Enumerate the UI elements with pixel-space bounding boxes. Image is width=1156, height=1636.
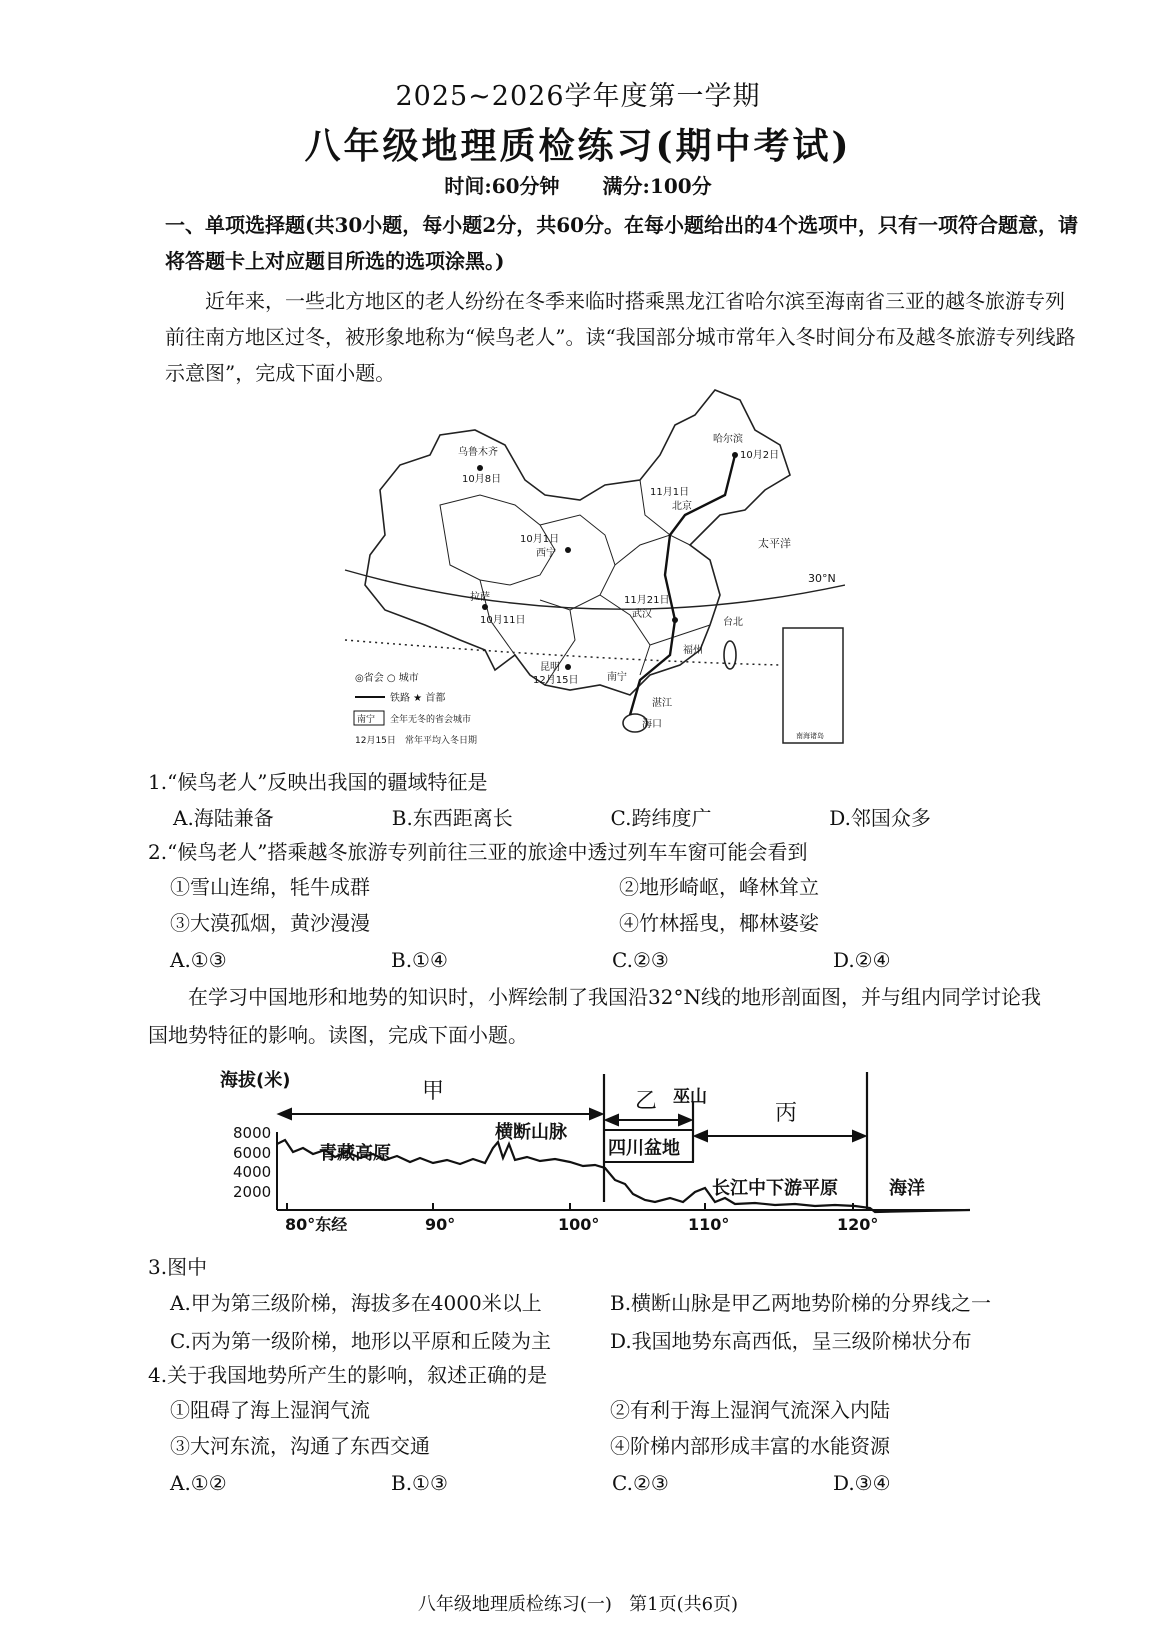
q2-option-d[interactable]: D.②④ <box>833 948 891 972</box>
q2-option-c[interactable]: C.②③ <box>612 948 669 972</box>
question-3-stem: 3.图中 <box>148 1255 208 1279</box>
legend-date-desc: 常年平均入冬日期 <box>405 736 478 746</box>
map-label-date-xining: 10月1日 <box>520 534 560 545</box>
q1-option-a[interactable]: A.海陆兼备 <box>173 806 274 830</box>
page-footer: 八年级地理质检练习(一) 第1页(共6页) <box>417 1594 739 1615</box>
question-2-items-row-1 <box>148 869 1068 905</box>
profile-xtick-100: 100° <box>558 1215 600 1234</box>
q1-option-c[interactable]: C.跨纬度广 <box>610 806 712 830</box>
school-year: 2025~2026学年度第一学期 <box>395 81 761 112</box>
profile-ytick-6000: 6000 <box>233 1144 272 1162</box>
question-2 <box>148 835 1068 979</box>
map-label-taipei: 台北 <box>723 617 743 628</box>
q4-item-2: ②有利于海上湿润气流深入内陆 <box>610 1398 890 1422</box>
map-label-nanning: 南宁 <box>607 672 627 683</box>
q4-option-d[interactable]: D.③④ <box>833 1471 891 1495</box>
question-3-options-row-2 <box>148 1322 1068 1360</box>
q4-option-a[interactable]: A.①② <box>170 1471 227 1495</box>
profile-region-yi: 乙 <box>635 1089 658 1114</box>
map-label-date-wuhan: 11月21日 <box>624 595 670 606</box>
profile-ytick-8000: 8000 <box>233 1124 272 1142</box>
q4-item-3: ③大河东流，沟通了东西交通 <box>170 1434 430 1458</box>
question-3 <box>148 1250 1068 1360</box>
question-4-stem: 4.关于我国地势所产生的影响，叙述正确的是 <box>148 1363 548 1387</box>
profile-region-bing: 丙 <box>775 1101 798 1126</box>
q4-item-1: ①阻碍了海上湿润气流 <box>170 1398 370 1422</box>
q2-item-1: ①雪山连绵，牦牛成群 <box>170 875 370 899</box>
section-heading: 一、单项选择题(共30小题，每小题2分，共60分。在每小题给出的4个选项中，只有一项符合题意，请将答题卡上对应题目所选的选项涂黑。) <box>165 213 1078 273</box>
q2-item-4: ④竹林摇曳，椰林婆娑 <box>619 911 819 935</box>
profile-xtick-90: 90° <box>425 1215 456 1234</box>
q4-option-c[interactable]: C.②③ <box>612 1471 669 1495</box>
question-1-stem: 1.“候鸟老人”反映出我国的疆域特征是 <box>148 770 488 794</box>
china-map-svg <box>340 385 845 755</box>
q3-option-c[interactable]: C.丙为第一级阶梯，地形以平原和丘陵为主 <box>170 1329 551 1353</box>
profile-label-hengduan: 横断山脉 <box>495 1122 567 1143</box>
map-label-beijing: 北京 <box>672 501 692 512</box>
profile-ylabel: 海拔(米) <box>220 1070 291 1091</box>
china-map <box>340 385 845 755</box>
map-label-pacific: 太平洋 <box>758 537 791 550</box>
profile-ytick-4000: 4000 <box>233 1163 272 1181</box>
profile-ytick-2000: 2000 <box>233 1183 272 1201</box>
map-label-harbin: 哈尔滨 <box>713 434 743 445</box>
question-4 <box>148 1358 1068 1502</box>
elevation-profile <box>215 1062 975 1242</box>
profile-label-sichuan: 四川盆地 <box>608 1138 680 1159</box>
map-label-date-urumqi: 10月8日 <box>462 474 502 485</box>
profile-xtick-110: 110° <box>688 1215 730 1234</box>
question-4-items-row-2 <box>148 1428 1068 1464</box>
map-label-south-sea: 南海诸岛 <box>796 732 824 740</box>
question-2-items-row-2 <box>148 905 1068 941</box>
q1-option-d[interactable]: D.邻国众多 <box>829 806 931 830</box>
profile-label-wushan: 巫山 <box>673 1087 707 1107</box>
q3-option-b[interactable]: B.横断山脉是甲乙两地势阶梯的分界线之一 <box>610 1291 992 1315</box>
map-label-30n: 30°N <box>808 572 836 585</box>
profile-label-yangtze-plain: 长江中下游平原 <box>712 1178 838 1199</box>
question-1 <box>148 765 1048 837</box>
profile-label-qtp: 青藏高原 <box>319 1143 391 1164</box>
q4-item-4: ④阶梯内部形成丰富的水能资源 <box>610 1434 890 1458</box>
profile-label-ocean: 海洋 <box>889 1178 925 1199</box>
south-sea-inset <box>783 628 843 743</box>
map-label-date-lhasa: 10月11日 <box>480 615 526 626</box>
question-1-options <box>148 799 1048 837</box>
profile-region-jia: 甲 <box>422 1079 445 1104</box>
profile-xtick-120: 120° <box>837 1215 879 1234</box>
q2-item-3: ③大漠孤烟，黄沙漫漫 <box>170 911 370 935</box>
profile-xtick-80: 80°东经 <box>285 1215 348 1234</box>
q3-option-d[interactable]: D.我国地势东高西低，呈三级阶梯状分布 <box>610 1329 972 1353</box>
map-label-wuhan: 武汉 <box>632 609 652 620</box>
q3-option-a[interactable]: A.甲为第三级阶梯，海拔多在4000米以上 <box>170 1291 542 1315</box>
q2-option-a[interactable]: A.①③ <box>170 948 227 972</box>
legend-no-winter: 全年无冬的省会城市 <box>390 715 472 725</box>
map-label-kunming: 昆明 <box>540 662 560 673</box>
q2-option-b[interactable]: B.①④ <box>391 948 448 972</box>
question-4-items-row-1 <box>148 1392 1068 1428</box>
map-label-urumqi: 乌鲁木齐 <box>458 447 498 458</box>
map-label-haikou: 海口 <box>642 719 662 730</box>
passage-1: 近年来，一些北方地区的老人纷纷在冬季来临时搭乘黑龙江省哈尔滨至海南省三亚的越冬旅游专列前往南方地区过冬，被形象地称为“候鸟老人”。读“我国部分城市常年入冬时间分布及越冬旅游专列线路示意图”，完成下面小题。 <box>165 289 1076 385</box>
exam-title: 八年级地理质检练习(期中考试) <box>304 125 852 167</box>
passage-2: 在学习中国地形和地势的知识时，小辉绘制了我国沿32°N线的地形剖面图，并与组内同学讨论我国地势特征的影响。读图，完成下面小题。 <box>148 985 1041 1047</box>
q2-item-2: ②地形崎岖，峰林耸立 <box>619 875 819 899</box>
legend-railway: 铁路 ★ 首都 <box>390 693 446 704</box>
legend-city: ◎省会 ○ 城市 <box>355 673 419 684</box>
question-2-stem: 2.“候鸟老人”搭乘越冬旅游专列前往三亚的旅途中透过列车车窗可能会看到 <box>148 840 808 864</box>
map-label-date-beijing: 11月1日 <box>650 487 690 498</box>
map-label-zhanjiang: 湛江 <box>652 698 672 709</box>
question-2-options <box>148 941 1068 979</box>
question-3-options-row-1 <box>148 1284 1068 1322</box>
map-label-date-harbin: 10月2日 <box>740 450 780 461</box>
legend-box-sample: 南宁 <box>357 715 376 725</box>
exam-info <box>0 170 1156 199</box>
map-label-lhasa: 拉萨 <box>470 592 490 603</box>
map-label-fuzhou: 福州 <box>683 645 703 656</box>
q4-option-b[interactable]: B.①③ <box>391 1471 448 1495</box>
map-label-xining: 西宁 <box>536 548 556 559</box>
legend-date-sample: 12月15日 <box>355 736 396 746</box>
time-limit: 时间:60分钟 <box>444 174 560 198</box>
elevation-profile-svg <box>215 1062 975 1242</box>
map-label-date-kunming: 12月15日 <box>533 675 579 686</box>
q1-option-b[interactable]: B.东西距离长 <box>391 806 513 830</box>
full-score: 满分:100分 <box>602 174 712 198</box>
question-4-options <box>148 1464 1068 1502</box>
